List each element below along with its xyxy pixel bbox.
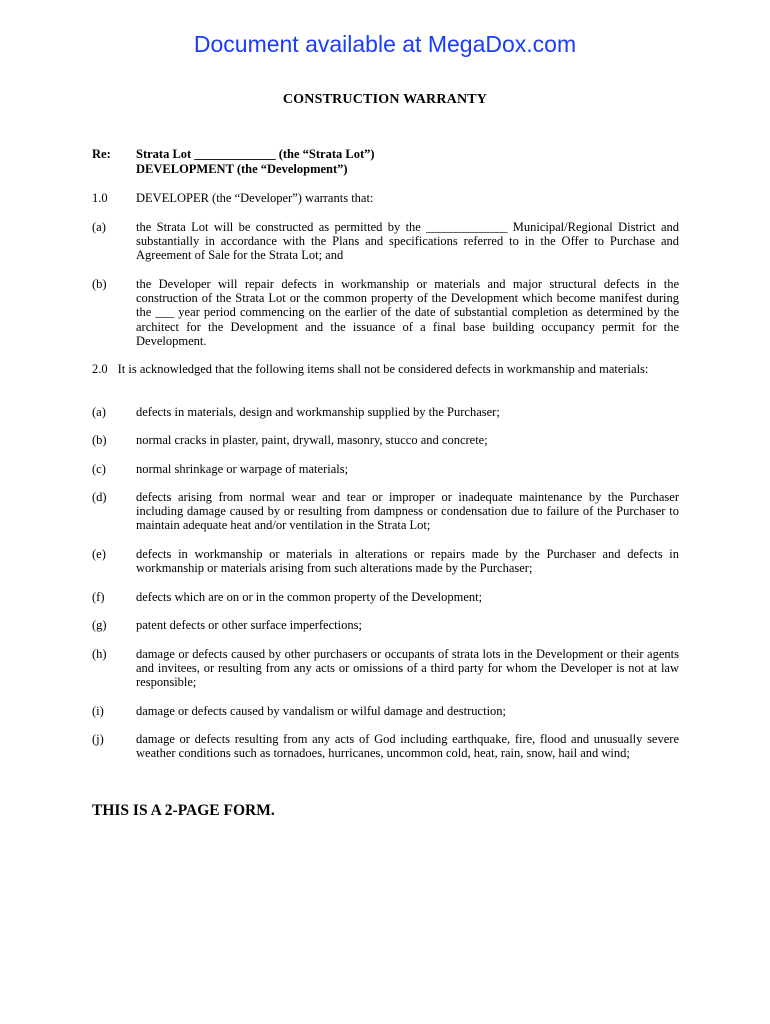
list-item-label: (a) xyxy=(92,405,106,419)
list-item-label: (e) xyxy=(92,547,106,561)
list-item-text: normal cracks in plaster, paint, drywall, masonry, stucco and concrete; xyxy=(136,433,488,447)
document-title: CONSTRUCTION WARRANTY xyxy=(282,92,488,107)
page-count-notice: THIS IS A 2-PAGE FORM. xyxy=(92,802,275,819)
clause-1a-label: (a) xyxy=(92,220,106,234)
clause-1a-text: the Strata Lot will be constructed as permitted by the _____________ Municipal/Regional District and substantially in accordance with the Plans and specifications referred to in the Offer to Purchase and Agreement of Sale for the Strata Lot; and xyxy=(136,220,679,263)
list-item-text: patent defects or other surface imperfections; xyxy=(136,618,362,632)
list-item-text: damage or defects caused by vandalism or wilful damage and destruction; xyxy=(136,704,507,718)
list-item-label: (d) xyxy=(92,490,107,504)
section-2-paragraph xyxy=(92,362,679,376)
list-item-label: (b) xyxy=(92,433,107,447)
clause-1b-label: (b) xyxy=(92,277,107,291)
list-item-label: (c) xyxy=(92,462,106,476)
list-item-text: defects which are on or in the common property of the Development; xyxy=(136,590,483,604)
clause-1b-text: the Developer will repair defects in workmanship or materials and major structural defects in the construction of the Strata Lot or the common property of the Development which become manifest during the ___ year period commencing on the earlier of the date of substantial completion as determined by the architect for the Development and the issuance of a final base building occupancy permit for the Development. xyxy=(136,277,679,348)
list-item-label: (h) xyxy=(92,647,107,661)
section-1-intro: DEVELOPER (the “Developer”) warrants that: xyxy=(136,191,374,205)
list-item-text: defects arising from normal wear and tear or improper or inadequate maintenance by the Purchaser including damage caused by or resulting from dampness or condensation due to failure of the Purchaser to maintain adequate heat and/or ventilation in the Strata Lot; xyxy=(136,490,679,533)
list-item-text: damage or defects resulting from any acts of God including earthquake, fire, flood and unusually severe weather conditions such as tornadoes, hurricanes, uncommon cold, heat, rain, snow, hail and wind; xyxy=(136,732,679,761)
re-strata-lot-line: Strata Lot _____________ (the “Strata Lot”) xyxy=(136,147,375,161)
list-item-label: (f) xyxy=(92,590,105,604)
section-2-intro: It is acknowledged that the following items shall not be considered defects in workmanship and materials: xyxy=(117,362,649,376)
list-item-label: (i) xyxy=(92,704,104,718)
list-item-label: (g) xyxy=(92,618,107,632)
list-item-text: defects in materials, design and workmanship supplied by the Purchaser; xyxy=(136,405,500,419)
re-label: Re: xyxy=(92,147,111,161)
re-development-line: DEVELOPMENT (the “Development”) xyxy=(136,162,348,176)
megadox-link[interactable]: Document available at MegaDox.com xyxy=(193,31,577,57)
list-item-text: defects in workmanship or materials in alterations or repairs made by the Purchaser and defects in workmanship or materials arising from such alterations made by the Purchaser; xyxy=(136,547,679,576)
list-item-text: normal shrinkage or warpage of materials; xyxy=(136,462,349,476)
list-item-text: damage or defects caused by other purchasers or occupants of strata lots in the Development or their agents and invitees, or resulting from any acts or omissions of a third party for whom the Developer is not at law responsible; xyxy=(136,647,679,690)
section-2-number: 2.0 xyxy=(92,362,108,376)
list-item-label: (j) xyxy=(92,732,104,746)
section-1-number: 1.0 xyxy=(92,191,108,205)
